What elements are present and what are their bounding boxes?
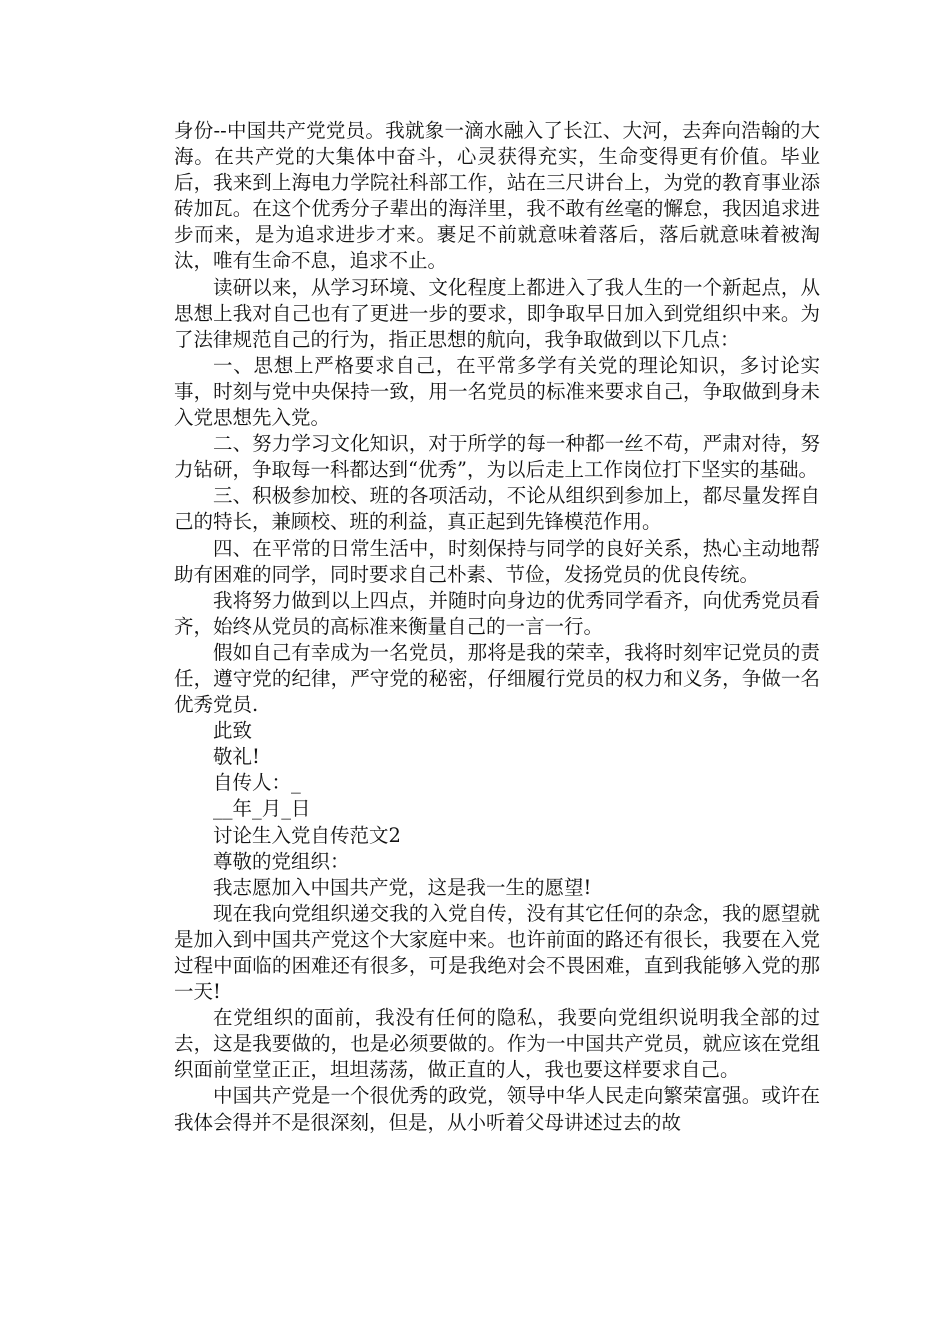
section-title: 讨论生入党自传范文2	[213, 823, 401, 847]
paragraph-point-four: 四、在平常的日常生活中，时刻保持与同学的良好关系，热心主动地帮助有困难的同学，同时要求自己朴素、节俭，发扬党员的优良传统。	[174, 536, 820, 586]
paragraph-graduate-study: 读研以来，从学习环境、文化程度上都进入了我人生的一个新起点，从思想上我对自己也有了更进一步的要求，即争取早日加入到党组织中来。为了法律规范自己的行为，指正思想的航向，我争取做到以下几点：	[174, 275, 820, 351]
paragraph-submission: 现在我向党组织递交我的入党自传，没有其它任何的杂念，我的愿望就是加入到中国共产党这个大家庭中来。也许前面的路还有很长，我要在入党过程中面临的困难还有很多，可是我绝对会不畏困难，直到我能够入党的那一天!	[174, 901, 820, 1004]
paragraph-commitment: 我将努力做到以上四点，并随时向身边的优秀同学看齐，向优秀党员看齐，始终从党员的高标准来衡量自己的一言一行。	[174, 588, 820, 638]
closing-jing-li: 敬礼!	[213, 745, 260, 769]
paragraph-point-three: 三、积极参加校、班的各项活动，不论从组织到参加上，都尽量发挥自己的特长，兼顾校、班的利益，真正起到先锋模范作用。	[174, 484, 820, 534]
closing-author: 自传人：_	[213, 771, 301, 795]
wish-line: 我志愿加入中国共产党，这是我一生的愿望!	[213, 875, 592, 899]
paragraph-party: 中国共产党是一个很优秀的政党，领导中华人民走向繁荣富强。或许在我体会得并不是很深刻，但是，从小听着父母讲述过去的故	[174, 1084, 820, 1134]
paragraph-identity: 身份--中国共产党党员。我就象一滴水融入了长江、大河，去奔向浩翰的大海。在共产党的大集体中奋斗，心灵获得充实，生命变得更有价值。毕业后，我来到上海电力学院社科部工作，站在三尺讲台上，为党的教育事业添砖加瓦。在这个优秀分子辈出的海洋里，我不敢有丝毫的懈怠，我因追求进步而来，是为追求进步才来。裹足不前就意味着落后，落后就意味着被淘汰，唯有生命不息，追求不止。	[174, 119, 820, 273]
salutation: 尊敬的党组织：	[213, 849, 350, 873]
paragraph-honesty: 在党组织的面前，我没有任何的隐私，我要向党组织说明我全部的过去，这是我要做的，也是必须要做的。作为一中国共产党员，就应该在党组织面前堂堂正正，坦坦荡荡，做正直的人，我也要这样要求自己。	[174, 1006, 820, 1082]
document-body	[174, 118, 820, 1136]
paragraph-point-one: 一、思想上严格要求自己，在平常多学有关党的理论知识，多讨论实事，时刻与党中央保持一致，用一名党员的标准来要求自己，争取做到身未入党思想先入党。	[174, 353, 820, 430]
paragraph-point-two: 二、努力学习文化知识，对于所学的每一种都一丝不苟，严肃对待，努力钻研，争取每一科都达到“优秀”，为以后走上工作岗位打下坚实的基础。	[174, 432, 820, 482]
closing-ci-zhi: 此致	[213, 719, 253, 743]
closing-date: __年_月_日	[213, 797, 311, 821]
paragraph-honor: 假如自己有幸成为一名党员，那将是我的荣幸，我将时刻牢记党员的责任，遵守党的纪律，严守党的秘密，仔细履行党员的权力和义务，争做一名优秀党员.	[174, 640, 820, 717]
